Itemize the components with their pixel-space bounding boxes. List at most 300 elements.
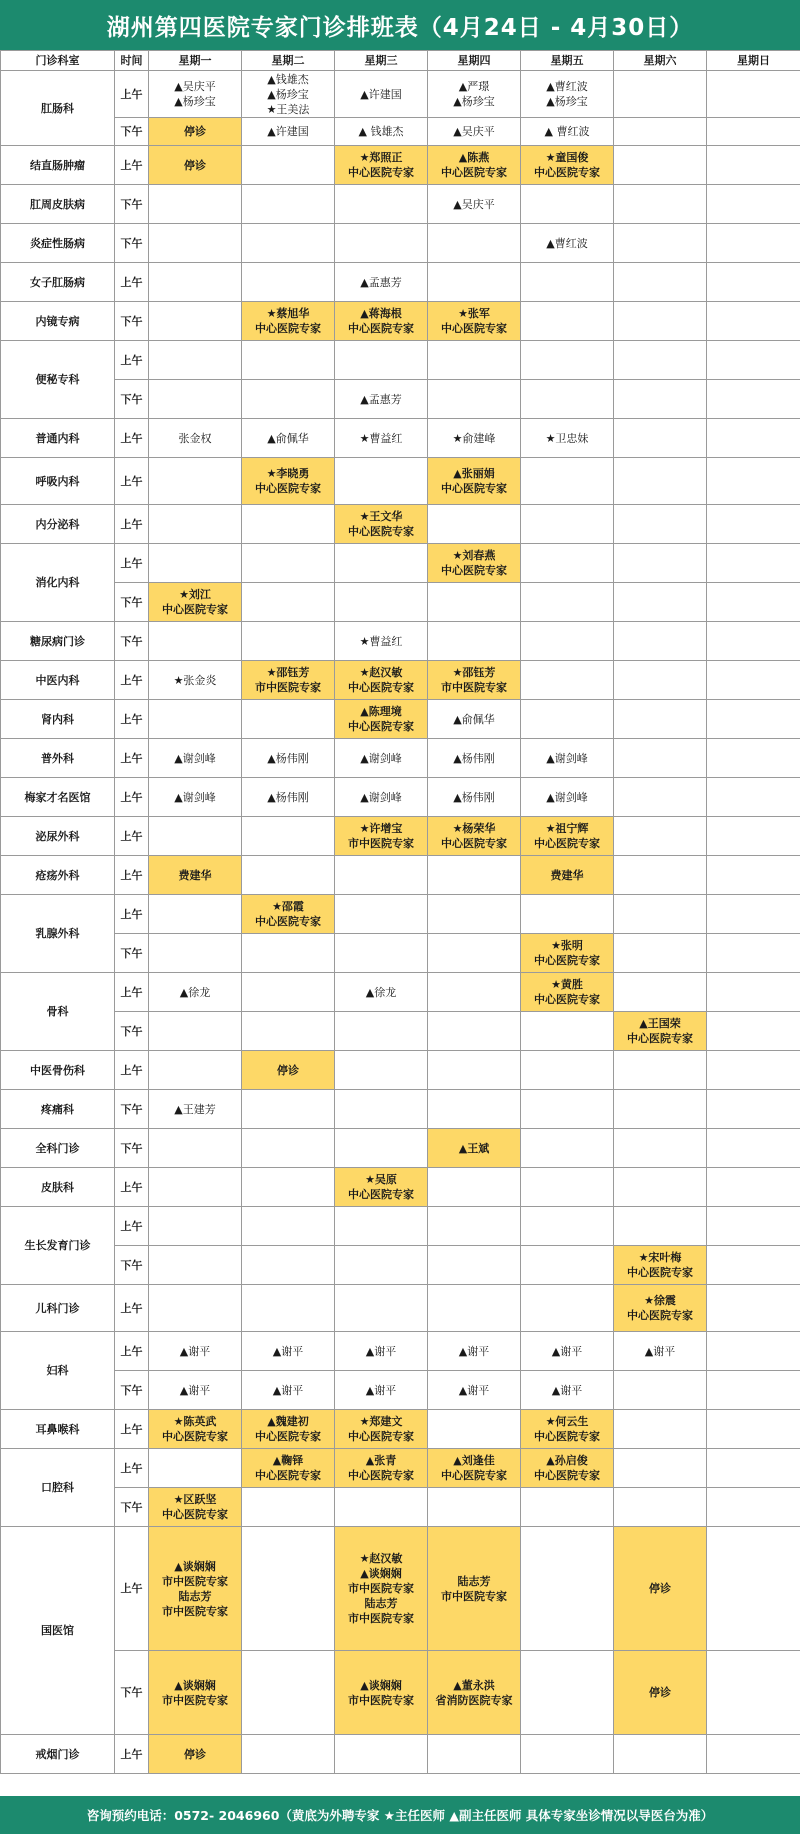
table-row — [1, 817, 800, 856]
session-time: 上午 — [115, 1449, 149, 1488]
doctor-entry: 中心医院专家 — [441, 166, 507, 179]
schedule-cell — [707, 224, 800, 263]
doctor-entry: ★徐震 — [644, 1294, 676, 1307]
schedule-cell — [521, 544, 614, 583]
schedule-cell — [335, 1527, 428, 1651]
table-row — [1, 973, 800, 1012]
table-row — [1, 1012, 800, 1051]
schedule-cell — [521, 661, 614, 700]
doctor-entry: 中心医院专家 — [627, 1309, 693, 1322]
schedule-cell — [149, 1207, 242, 1246]
schedule-cell — [428, 895, 521, 934]
schedule-cell — [521, 1651, 614, 1735]
session-time: 上午 — [115, 1207, 149, 1246]
schedule-cell — [335, 1051, 428, 1090]
doctor-entry: ▲吴庆平 — [453, 125, 495, 138]
schedule-cell — [335, 1129, 428, 1168]
department-name: 糖尿病门诊 — [1, 622, 115, 661]
schedule-cell — [614, 1371, 707, 1410]
schedule-cell — [335, 739, 428, 778]
schedule-cell — [335, 1651, 428, 1735]
footer-info: 咨询预约电话：0572- 2046960（黄底为外聘专家 ★主任医师 ▲副主任医师 具体专家坐诊情况以导医台为准） — [0, 1796, 800, 1834]
doctor-entry: ★俞建峰 — [452, 431, 496, 445]
schedule-cell — [428, 1735, 521, 1774]
schedule-cell — [521, 1735, 614, 1774]
schedule-cell — [335, 895, 428, 934]
schedule-cell — [335, 1735, 428, 1774]
schedule-cell — [521, 1371, 614, 1410]
doctor-entry: ★祖宁辉 — [545, 822, 589, 835]
schedule-cell — [707, 1410, 800, 1449]
table-row — [1, 1332, 800, 1371]
schedule-cell — [521, 778, 614, 817]
department-name: 结直肠肿瘤 — [1, 146, 115, 185]
doctor-entry: ▲谢平 — [458, 1344, 490, 1358]
schedule-cell — [707, 1285, 800, 1332]
doctor-entry: ▲徐龙 — [179, 985, 211, 999]
schedule-cell — [428, 1051, 521, 1090]
doctor-entry: ▲王建芳 — [174, 1102, 216, 1116]
doctor-entry: ★曹益红 — [359, 634, 403, 648]
department-name: 口腔科 — [1, 1449, 115, 1527]
doctor-entry: ★刘春燕 — [452, 549, 496, 562]
table-row — [1, 1051, 800, 1090]
schedule-cell — [707, 1332, 800, 1371]
schedule-cell — [335, 1488, 428, 1527]
schedule-cell — [614, 1246, 707, 1285]
table-row — [1, 856, 800, 895]
doctor-entry: ▲王国荣 — [639, 1017, 681, 1030]
doctor-entry: ★赵汉敏 — [359, 1552, 403, 1565]
schedule-cell — [428, 263, 521, 302]
schedule-cell — [242, 224, 335, 263]
schedule-cell — [707, 544, 800, 583]
session-time: 下午 — [115, 1246, 149, 1285]
schedule-cell — [335, 118, 428, 146]
session-time: 下午 — [115, 1129, 149, 1168]
table-row — [1, 224, 800, 263]
schedule-cell — [242, 185, 335, 224]
schedule-cell — [614, 341, 707, 380]
schedule-cell — [707, 1527, 800, 1651]
doctor-entry: ▲谈娴娴 — [360, 1567, 402, 1580]
session-time: 上午 — [115, 544, 149, 583]
schedule-cell — [707, 700, 800, 739]
schedule-cell — [428, 661, 521, 700]
doctor-entry: ▲谢平 — [179, 1344, 211, 1358]
session-time: 下午 — [115, 1012, 149, 1051]
schedule-cell — [428, 118, 521, 146]
table-row — [1, 1168, 800, 1207]
schedule-cell — [428, 505, 521, 544]
schedule-cell — [149, 622, 242, 661]
schedule-cell — [242, 380, 335, 419]
schedule-cell — [149, 934, 242, 973]
department-name: 中医骨伤科 — [1, 1051, 115, 1090]
schedule-cell — [149, 302, 242, 341]
schedule-cell — [335, 1246, 428, 1285]
doctor-entry: ★邵钰芳 — [452, 666, 496, 679]
schedule-cell — [428, 1090, 521, 1129]
schedule-cell — [242, 973, 335, 1012]
doctor-entry: 中心医院专家 — [441, 1469, 507, 1482]
doctor-entry: 市中医院专家 — [348, 837, 414, 850]
doctor-entry: ★刘江 — [179, 588, 211, 601]
doctor-entry: ▲曹红波 — [546, 236, 588, 250]
schedule-cell — [242, 1371, 335, 1410]
schedule-cell — [335, 1168, 428, 1207]
session-time: 上午 — [115, 341, 149, 380]
header-thu: 星期四 — [428, 51, 521, 71]
doctor-entry: 中心医院专家 — [162, 603, 228, 616]
schedule-cell — [242, 1051, 335, 1090]
doctor-entry: 中心医院专家 — [162, 1430, 228, 1443]
doctor-entry: 市中医院专家 — [162, 1574, 228, 1588]
schedule-cell — [149, 700, 242, 739]
doctor-entry: 停诊 — [184, 125, 206, 138]
doctor-entry: ★曹益红 — [359, 431, 403, 445]
schedule-cell — [521, 1207, 614, 1246]
schedule-cell — [428, 1527, 521, 1651]
header-wed: 星期三 — [335, 51, 428, 71]
doctor-entry: 中心医院专家 — [255, 322, 321, 335]
doctor-entry: 中心医院专家 — [627, 1266, 693, 1279]
schedule-cell — [521, 856, 614, 895]
doctor-entry: ▲徐龙 — [365, 985, 397, 999]
doctor-entry: 市中医院专家 — [348, 1612, 414, 1625]
schedule-cell — [242, 1735, 335, 1774]
schedule-cell — [428, 817, 521, 856]
schedule-cell — [149, 973, 242, 1012]
doctor-entry: 停诊 — [184, 158, 206, 172]
schedule-cell — [242, 1090, 335, 1129]
schedule-cell — [335, 263, 428, 302]
schedule-cell — [242, 341, 335, 380]
doctor-entry: ★张金炎 — [173, 673, 217, 687]
schedule-cell — [521, 1488, 614, 1527]
table-row — [1, 739, 800, 778]
schedule-cell — [242, 1129, 335, 1168]
schedule-cell — [707, 1207, 800, 1246]
session-time: 上午 — [115, 973, 149, 1012]
schedule-cell — [335, 934, 428, 973]
schedule-cell — [242, 263, 335, 302]
doctor-entry: ▲谢剑峰 — [546, 790, 588, 804]
schedule-cell — [521, 71, 614, 118]
schedule-cell — [149, 458, 242, 505]
schedule-cell — [707, 934, 800, 973]
doctor-entry: ▲谢平 — [272, 1344, 304, 1358]
session-time: 上午 — [115, 817, 149, 856]
department-name: 梅家才名医馆 — [1, 778, 115, 817]
schedule-cell — [149, 778, 242, 817]
schedule-cell — [428, 973, 521, 1012]
schedule-cell — [707, 118, 800, 146]
schedule-cell — [335, 1449, 428, 1488]
doctor-entry: ▲杨珍宝 — [546, 95, 588, 108]
schedule-cell — [428, 1371, 521, 1410]
schedule-cell — [521, 583, 614, 622]
header-sat: 星期六 — [614, 51, 707, 71]
doctor-entry: ★何云生 — [545, 1415, 589, 1428]
doctor-entry: ▲谢平 — [272, 1383, 304, 1397]
schedule-cell — [707, 1168, 800, 1207]
schedule-cell — [707, 1449, 800, 1488]
doctor-entry: ▲杨珍宝 — [267, 87, 309, 101]
table-row — [1, 302, 800, 341]
doctor-entry: 中心医院专家 — [627, 1032, 693, 1045]
doctor-entry: ▲魏建初 — [267, 1415, 309, 1428]
schedule-cell — [707, 71, 800, 118]
schedule-cell — [242, 817, 335, 856]
schedule-cell — [614, 1207, 707, 1246]
doctor-entry: ▲杨伟刚 — [453, 751, 495, 765]
schedule-cell — [242, 505, 335, 544]
schedule-cell — [149, 817, 242, 856]
doctor-entry: ▲杨伟刚 — [267, 790, 309, 804]
doctor-entry: 中心医院专家 — [348, 166, 414, 179]
doctor-entry: 中心医院专家 — [348, 1188, 414, 1201]
doctor-entry: 中心医院专家 — [441, 564, 507, 577]
doctor-entry: ▲谈娴娴 — [174, 1559, 216, 1573]
session-time: 上午 — [115, 146, 149, 185]
doctor-entry: 市中医院专家 — [255, 681, 321, 694]
session-time: 下午 — [115, 380, 149, 419]
session-time: 下午 — [115, 1371, 149, 1410]
schedule-cell — [428, 1246, 521, 1285]
doctor-entry: 省消防医院专家 — [435, 1693, 513, 1707]
session-time: 下午 — [115, 118, 149, 146]
schedule-cell — [614, 1051, 707, 1090]
schedule-cell — [614, 1129, 707, 1168]
schedule-cell — [614, 1735, 707, 1774]
schedule-cell — [707, 973, 800, 1012]
department-name: 妇科 — [1, 1332, 115, 1410]
schedule-cell — [428, 778, 521, 817]
schedule-cell — [149, 1449, 242, 1488]
schedule-cell — [614, 583, 707, 622]
department-name: 呼吸内科 — [1, 458, 115, 505]
doctor-entry: ★陈英武 — [173, 1415, 217, 1428]
doctor-entry: ▲谢平 — [644, 1344, 676, 1358]
schedule-cell — [428, 544, 521, 583]
doctor-entry: ▲陈燕 — [458, 151, 490, 164]
schedule-cell — [428, 1012, 521, 1051]
schedule-cell — [242, 118, 335, 146]
table-row — [1, 661, 800, 700]
schedule-cell — [335, 419, 428, 458]
doctor-entry: ★区跃坚 — [173, 1493, 217, 1506]
doctor-entry: ▲许建国 — [267, 125, 309, 138]
schedule-cell — [428, 341, 521, 380]
schedule-cell — [428, 458, 521, 505]
schedule-cell — [149, 895, 242, 934]
schedule-cell — [149, 505, 242, 544]
schedule-cell — [242, 583, 335, 622]
header-time: 时间 — [115, 51, 149, 71]
schedule-cell — [242, 1527, 335, 1651]
schedule-cell — [428, 583, 521, 622]
doctor-entry: ▲孙启俊 — [546, 1454, 588, 1467]
schedule-cell — [428, 146, 521, 185]
schedule-cell — [428, 739, 521, 778]
session-time: 上午 — [115, 1735, 149, 1774]
schedule-table — [0, 50, 800, 1774]
schedule-cell — [707, 1651, 800, 1735]
table-row — [1, 1285, 800, 1332]
department-name: 内分泌科 — [1, 505, 115, 544]
schedule-cell — [521, 1410, 614, 1449]
schedule-cell — [242, 1168, 335, 1207]
doctor-entry: 市中医院专家 — [348, 1693, 414, 1707]
schedule-cell — [614, 1012, 707, 1051]
schedule-cell — [149, 263, 242, 302]
table-row — [1, 895, 800, 934]
schedule-cell — [149, 544, 242, 583]
table-row — [1, 544, 800, 583]
schedule-cell — [242, 1332, 335, 1371]
schedule-cell — [149, 380, 242, 419]
schedule-cell — [149, 856, 242, 895]
schedule-cell — [335, 1285, 428, 1332]
schedule-cell — [521, 1332, 614, 1371]
schedule-cell — [707, 817, 800, 856]
schedule-cell — [707, 661, 800, 700]
schedule-cell — [614, 973, 707, 1012]
header-dept: 门诊科室 — [1, 51, 115, 71]
doctor-entry: 中心医院专家 — [348, 720, 414, 733]
doctor-entry: 市中医院专家 — [162, 1693, 228, 1707]
doctor-entry: 中心医院专家 — [441, 837, 507, 850]
doctor-entry: 中心医院专家 — [441, 322, 507, 335]
schedule-cell — [149, 661, 242, 700]
schedule-cell — [707, 1371, 800, 1410]
doctor-entry: ▲孟惠芳 — [360, 392, 402, 406]
doctor-entry: 市中医院专家 — [441, 681, 507, 694]
schedule-cell — [614, 778, 707, 817]
schedule-cell — [335, 302, 428, 341]
session-time: 上午 — [115, 856, 149, 895]
doctor-entry: ▲张青 — [365, 1454, 397, 1467]
doctor-entry: ▲谈娴娴 — [174, 1678, 216, 1692]
schedule-cell — [149, 71, 242, 118]
schedule-cell — [428, 302, 521, 341]
session-time: 上午 — [115, 1168, 149, 1207]
schedule-cell — [149, 1527, 242, 1651]
doctor-entry: ★卫忠妹 — [545, 431, 589, 445]
schedule-cell — [614, 263, 707, 302]
doctor-entry: ★张明 — [551, 939, 583, 952]
schedule-cell — [707, 1090, 800, 1129]
schedule-cell — [707, 341, 800, 380]
doctor-entry: ▲张丽娟 — [453, 467, 495, 480]
schedule-cell — [614, 224, 707, 263]
department-name: 内镜专病 — [1, 302, 115, 341]
doctor-entry: 费建华 — [550, 868, 584, 882]
schedule-cell — [428, 1285, 521, 1332]
doctor-entry: ▲鞠铎 — [272, 1454, 304, 1467]
schedule-cell — [242, 778, 335, 817]
schedule-cell — [521, 302, 614, 341]
schedule-cell — [242, 1410, 335, 1449]
schedule-cell — [242, 1651, 335, 1735]
schedule-cell — [428, 700, 521, 739]
doctor-entry: 中心医院专家 — [348, 525, 414, 538]
schedule-cell — [428, 1488, 521, 1527]
schedule-cell — [242, 458, 335, 505]
schedule-cell — [521, 1012, 614, 1051]
table-body — [1, 71, 800, 1774]
schedule-cell — [335, 583, 428, 622]
schedule-cell — [521, 739, 614, 778]
schedule-cell — [335, 661, 428, 700]
table-row — [1, 583, 800, 622]
doctor-entry: ★许增宝 — [359, 822, 403, 835]
session-time: 上午 — [115, 458, 149, 505]
schedule-cell — [428, 224, 521, 263]
session-time: 下午 — [115, 1488, 149, 1527]
doctor-entry: 中心医院专家 — [534, 993, 600, 1006]
schedule-cell — [614, 1332, 707, 1371]
schedule-cell — [242, 1012, 335, 1051]
doctor-entry: 停诊 — [649, 1582, 671, 1595]
session-time: 下午 — [115, 224, 149, 263]
doctor-entry: 中心医院专家 — [534, 1469, 600, 1482]
table-row — [1, 118, 800, 146]
schedule-cell — [707, 1246, 800, 1285]
schedule-cell — [149, 1012, 242, 1051]
schedule-cell — [521, 419, 614, 458]
schedule-cell — [707, 1488, 800, 1527]
schedule-cell — [428, 856, 521, 895]
session-time: 上午 — [115, 1051, 149, 1090]
doctor-entry: ▲严璟 — [458, 80, 490, 93]
schedule-cell — [242, 71, 335, 118]
schedule-cell — [335, 185, 428, 224]
schedule-cell — [428, 380, 521, 419]
schedule-cell — [428, 1168, 521, 1207]
schedule-cell — [335, 1332, 428, 1371]
schedule-cell — [149, 1332, 242, 1371]
table-row — [1, 778, 800, 817]
schedule-cell — [335, 1410, 428, 1449]
schedule-cell — [521, 973, 614, 1012]
doctor-entry: ★杨荣华 — [452, 822, 496, 835]
doctor-entry: ▲谢剑峰 — [174, 751, 216, 765]
schedule-cell — [521, 934, 614, 973]
schedule-cell — [335, 856, 428, 895]
schedule-cell — [149, 1246, 242, 1285]
session-time: 上午 — [115, 1527, 149, 1651]
schedule-cell — [521, 1246, 614, 1285]
table-row — [1, 1527, 800, 1651]
table-row — [1, 1651, 800, 1735]
schedule-cell — [335, 224, 428, 263]
doctor-entry: ★王美法 — [266, 102, 310, 116]
table-row — [1, 934, 800, 973]
doctor-entry: 中心医院专家 — [255, 1430, 321, 1443]
doctor-entry: 市中医院专家 — [162, 1604, 228, 1618]
doctor-entry: 中心医院专家 — [348, 322, 414, 335]
doctor-entry: ▲吴庆平 — [453, 197, 495, 211]
schedule-cell — [149, 1129, 242, 1168]
session-time: 上午 — [115, 505, 149, 544]
session-time: 下午 — [115, 934, 149, 973]
schedule-cell — [149, 341, 242, 380]
schedule-cell — [149, 583, 242, 622]
schedule-cell — [707, 856, 800, 895]
table-row — [1, 1371, 800, 1410]
